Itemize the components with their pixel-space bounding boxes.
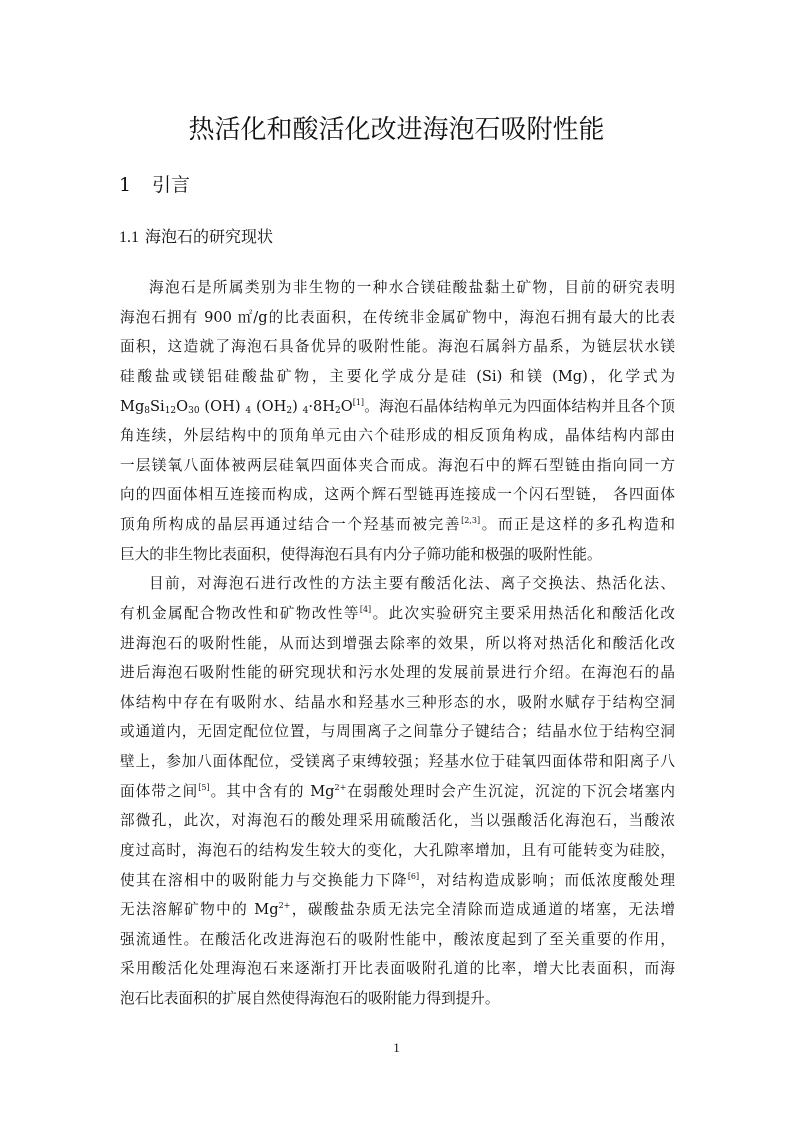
- paragraph-line: 体结构中存在有吸附水、结晶水和羟基水三种形态的水，吸附水赋存于结构空洞: [120, 693, 675, 711]
- paragraph-line: 部微孔，此次，对海泡石的酸处理采用硫酸活化，当以强酸活化海泡石，当酸浓: [120, 812, 675, 830]
- paragraph-line: 无法溶解矿物中的 $Mg^{2+}$，碳酸盐杂质无法完全清除而造成通道的堵塞，无法增: [120, 901, 675, 919]
- paragraph-line: 度过高时，海泡石的结构发生较大的变化，大孔隙率增加，且有可能转变为硅胶，: [120, 841, 675, 859]
- paragraph-line: 或通道内，无固定配位位置，与周围离子之间靠分子键结合；结晶水位于结构空洞: [120, 723, 675, 741]
- citation: [4]: [359, 604, 372, 614]
- paragraph-line: 角连续，外层结构中的顶角单元由六个硅形成的相反顶角构成，晶体结构内部由: [120, 427, 675, 445]
- subsection-number: 1.1: [119, 229, 139, 246]
- subsection-title: 海泡石的研究现状: [145, 227, 274, 246]
- paragraph-line: 进海泡石的吸附性能，从而达到增强去除率的效果，所以将对热活化和酸活化改: [120, 634, 675, 652]
- paragraph-line: 海泡石拥有 900 ㎡/g的比表面积，在传统非金属矿物中，海泡石拥有最大的比表: [120, 308, 675, 326]
- citation: [6]: [407, 871, 420, 881]
- paragraph-line: 采用酸活化处理海泡石来逐渐打开比表面吸附孔道的比率，增大比表面积，而海: [120, 960, 675, 978]
- paragraph-line: 一层镁氧八面体被两层硅氧四面体夹合而成。海泡石中的辉石型链由指向同一方: [120, 456, 675, 474]
- paragraph-line: 泡石比表面积的扩展自然使得海泡石的吸附能力得到提升。: [120, 990, 500, 1007]
- paragraph-line: 目前，对海泡石进行改性的方法主要有酸活化法、离子交换法、热活化法、: [149, 575, 675, 593]
- paragraph-line: 面体带之间[5]。其中含有的 $Mg^{2+}$在弱酸处理时会产生沉淀，沉淀的下沉会堵塞内: [120, 782, 675, 800]
- document-title: 热活化和酸活化改进海泡石吸附性能: [188, 115, 605, 145]
- paragraph-line: 壁上，参加八面体配位，受镁离子束缚较强；羟基水位于硅氧四面体带和阳离子八: [120, 753, 675, 770]
- citation: [2,3]: [461, 516, 481, 525]
- page-number: 1: [393, 1040, 400, 1055]
- paragraph-line: 进后海泡石吸附性能的研究现状和污水处理的发展前景进行介绍。在海泡石的晶: [120, 664, 675, 682]
- paragraph-line: 有机金属配合物改性和矿物改性等[4]。此次实验研究主要采用热活化和酸活化改: [120, 604, 675, 622]
- paragraph-line: 巨大的非生物比表面积，使得海泡石具有内分子筛功能和极强的吸附性能。: [120, 545, 602, 563]
- citation: [5]: [198, 782, 210, 792]
- paragraph-line: 顶角所构成的晶层再通过结合一个羟基而被完善[2,3]。而正是这样的多孔构造和: [120, 516, 675, 533]
- section-title: 引言: [152, 174, 191, 196]
- section-number: 1: [119, 174, 132, 196]
- body-text: [120, 273, 675, 1014]
- paragraph-line: 使其在溶相中的吸附能力与交换能力下降[6]，对结构造成影响；而低浓度酸处理: [120, 871, 675, 889]
- section-heading-introduction: [119, 172, 190, 198]
- ion-charge: 2+: [278, 901, 291, 911]
- ion-charge: 2+: [334, 782, 347, 792]
- citation: [1]: [352, 397, 365, 407]
- paragraph-line: 面积，这造就了海泡石具备优异的吸附性能。海泡石属斜方晶系，为链层状水镁: [120, 338, 675, 356]
- paragraph-line: 强流通性。在酸活化改进海泡石的吸附性能中，酸浓度起到了至关重要的作用，: [120, 930, 675, 948]
- chemical-formula: $Mg_8Si_{12}O_{30}$ (OH) $_4$ $(OH_2)$ $_4\cdot 8H_2O$: [120, 397, 353, 416]
- paragraph-line: 海泡石是所属类别为非生物的一种水合镁硅酸盐黏土矿物，目前的研究表明: [149, 279, 675, 296]
- subsection-heading-research-status: [119, 226, 273, 249]
- paragraph-line: 硅酸盐或镁铝硅酸盐矿物，主要化学成分是硅 (Si) 和镁 (Mg)，化学式为: [120, 367, 675, 385]
- paragraph-line-formula: $Mg_8Si_{12}O_{30}$ (OH) $_4$ $(OH_2)$ $_4\cdot 8H_2O[1]$。海泡石晶体结构单元为四面体结构并且各个顶: [120, 397, 675, 416]
- paragraph-line: 向的四面体相互连接而构成，这两个辉石型链再连接成一个闪石型链， 各四面体: [120, 486, 675, 504]
